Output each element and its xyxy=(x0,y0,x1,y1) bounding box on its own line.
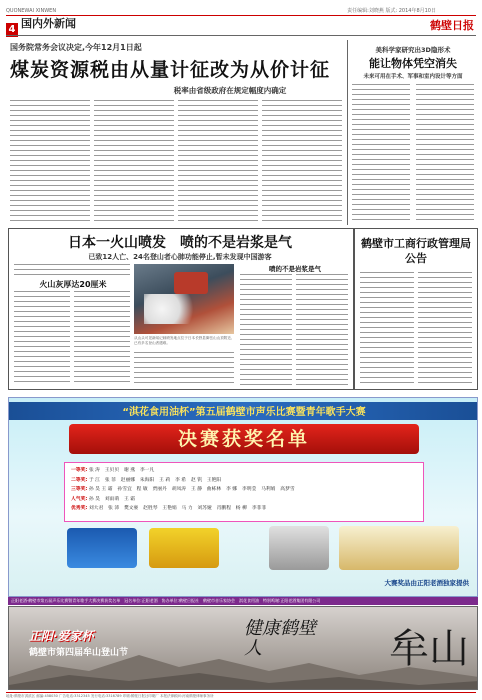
edition-label: QUONEWAI XINWEN xyxy=(6,8,57,14)
notice-title: 鹤壁市工商行政管理局公告 xyxy=(361,237,471,265)
volcano-photo-caption: 从山头可见新闻记载喷发地点位于日本长野县御岳山山顶附近,已有多名登山者遇难。 xyxy=(134,336,233,345)
sponsor-logo-4 xyxy=(339,526,459,570)
singing-contest-ad xyxy=(8,397,478,597)
volcano-intro-text xyxy=(14,264,130,278)
science-text-column-2 xyxy=(416,84,474,224)
volcano-text-column-2 xyxy=(74,291,130,386)
volcano-text-column-3 xyxy=(134,352,234,386)
sponsor-logo-2 xyxy=(149,528,219,568)
science-deck: 未来可用在手术、军事和室内设计等方面 xyxy=(363,74,463,80)
lead-kicker: 国务院常务会议决定,今年12月1日起 xyxy=(10,43,142,52)
section-name: 国内外新闻 xyxy=(21,17,76,30)
newspaper-logo: 鹤壁日报 xyxy=(430,19,474,32)
ad-ticker: 正阳老酒·鹤壁市第五届声乐比赛暨青年歌手大赛决赛获奖名单 冠名单位:正阳老酒 协办单位:鹤壁日报社 鹤壁市音乐家协会 淇花食用油 特别鸣谢:正阳老酒集团有限公司 xyxy=(8,597,478,605)
volcano-subhead-gas: 喷的不是岩浆是气 xyxy=(269,265,321,273)
sponsor-logo-1 xyxy=(67,528,137,568)
footer-info: 地址:鹤壁市淇滨区 邮编:458030 广告电话:3312345 发行电话:3316789 印刷:鹤壁日报社印刷厂 本报法律顾问:河南鹤壁律师事务所 xyxy=(6,692,476,698)
ad-calligraphy-slogan: 健康鹤壁人 xyxy=(244,618,316,659)
science-kicker: 美科学家研究出3D隐形术 xyxy=(375,46,451,54)
section-number: 4 xyxy=(6,23,18,37)
lead-text-column-2 xyxy=(94,100,174,222)
sponsor-logo-3 xyxy=(269,526,329,570)
ad-calligraphy-title: 牟山 xyxy=(389,626,469,672)
lead-text-column-1 xyxy=(10,100,90,222)
volcano-headline: 日本一火山喷发 喷的不是岩浆是气 xyxy=(68,235,292,251)
header-rule xyxy=(6,35,476,36)
volcano-photo xyxy=(134,264,234,334)
volcano-deck: 已致12人亡、24名登山者心肺功能停止,暂未发现中国游客 xyxy=(88,253,272,261)
lead-text-column-3 xyxy=(178,100,258,222)
winners-row: 二等奖: 于 江 张 菲 赵丽娜 朱海阳 王 莉 李 希 赵 钒 王艳阳 xyxy=(71,477,222,483)
ad-brand-logo: 正阳·爱家杯 xyxy=(29,629,94,643)
lead-headline: 煤炭资源税由从量计征改为从价计征 xyxy=(10,59,331,81)
winners-row: 三等奖: 孙 昊 王 霜 孙雪宜 程 敏 贾丽丹 胡凤涛 王 静 曲栋林 李 娜 李明莹 马利娟 高梦雪 xyxy=(71,487,295,492)
volcano-text-column-1 xyxy=(14,291,70,386)
lead-deck: 税率由省级政府在规定幅度内确定 xyxy=(173,86,287,95)
editor-info: 责任编辑:刘晓燕 版式: 2014年8月10日 xyxy=(347,8,436,14)
notice-text-column-1 xyxy=(360,272,414,384)
science-headline: 能让物体凭空消失 xyxy=(369,57,457,70)
column-divider xyxy=(347,40,348,225)
ad-banner-text: “淇花食用油杯”第五届鹤壁市声乐比赛暨青年歌手大赛 xyxy=(122,407,366,418)
volcano-text-column-4 xyxy=(240,274,292,386)
masthead-strip xyxy=(6,6,476,16)
lead-text-column-4 xyxy=(262,100,342,222)
mountain-festival-ad xyxy=(8,606,478,690)
winners-row: 人气奖: 孙 昊 刘雨萌 王 霜 xyxy=(71,496,136,502)
ad-results-title: 决赛获奖名单 xyxy=(69,424,419,454)
science-text-column-1 xyxy=(352,84,410,224)
winners-row: 优秀奖: 刘大君 张 沛 樊文豪 赵胜琴 王艳娟 马 力 刘苏娅 肖鹏程 杨 柳 李菲菲 xyxy=(71,506,267,511)
winners-row: 一等奖: 张 涛 王贝贝 谢 燕 李一凡 xyxy=(71,468,155,473)
ad-event-title: 鹤壁市第四届牟山登山节 xyxy=(29,648,129,658)
volcano-subhead-ash: 火山灰厚达20厘米 xyxy=(39,280,107,289)
winners-list xyxy=(64,462,424,522)
ad-footer: 大赛奖品由正阳老酒独家提供 xyxy=(384,579,469,587)
volcano-text-column-5 xyxy=(296,274,348,386)
notice-text-column-2 xyxy=(418,272,472,384)
section-header xyxy=(6,17,96,33)
